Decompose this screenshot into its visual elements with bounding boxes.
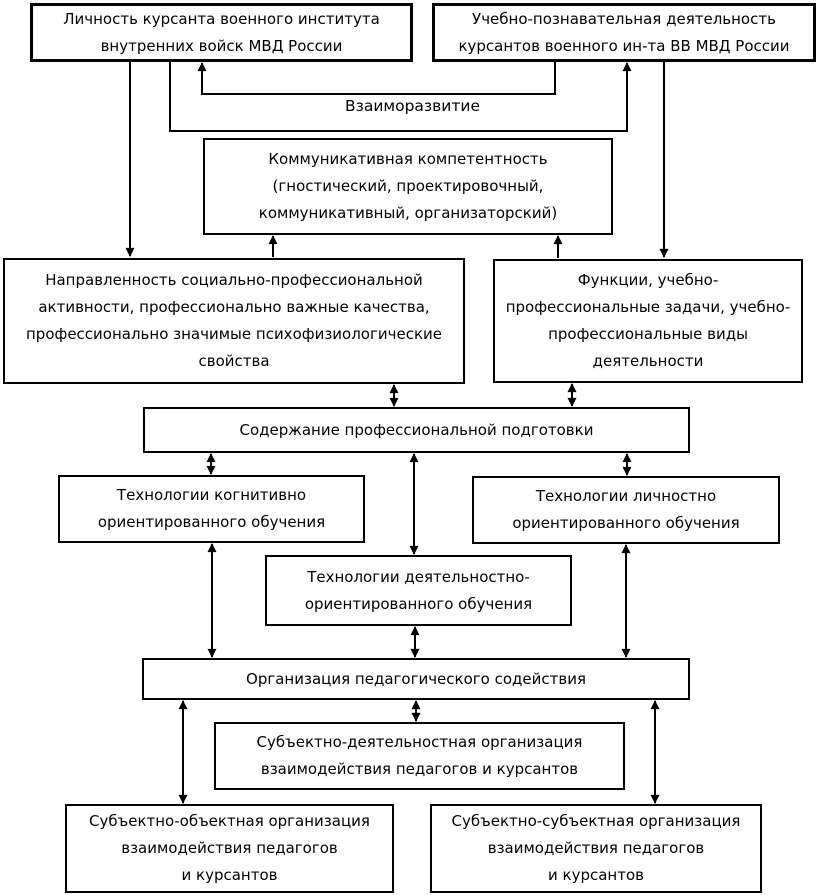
- box-line: Субъектно-объектная организация: [89, 812, 370, 830]
- box-training-content: [143, 407, 690, 453]
- box-line: Технологии когнитивно: [116, 486, 307, 504]
- box-line: (гностический, проектировочный,: [272, 177, 544, 195]
- box-tech-personal: [472, 476, 780, 544]
- box-line: взаимодействия педагогов и курсантов: [260, 760, 579, 778]
- box-line: коммуникативный, организаторский): [258, 204, 558, 222]
- box-line: Организация педагогического содействия: [246, 669, 586, 688]
- box-line: Субъектно-деятельностная организация: [256, 733, 583, 751]
- box-line: курсантов военного ин-та ВВ МВД России: [458, 36, 790, 55]
- box-line: ориентированного обучения: [304, 594, 533, 613]
- box-line: ориентированного обучения: [97, 513, 326, 531]
- label-mutual-development: Взаиморазвитие: [344, 97, 481, 115]
- box-line: деятельности: [592, 352, 704, 370]
- box-line: профессионально значимые психофизиологические: [25, 325, 442, 343]
- box-line: Функции, учебно-: [577, 271, 719, 289]
- box-subject-object-org: [65, 804, 394, 893]
- box-line: и курсантов: [548, 866, 644, 884]
- box-line: профессиональные задачи, учебно-: [505, 298, 791, 316]
- box-orientation: [3, 258, 465, 384]
- box-line: Содержание профессиональной подготовки: [239, 420, 594, 439]
- box-line: взаимодействия педагогов: [487, 839, 705, 857]
- box-line: Направленность социально-профессиональной: [45, 271, 423, 289]
- box-line: внутренних войск МВД России: [100, 36, 343, 55]
- box-line: Технологии личностно: [535, 487, 717, 505]
- box-line: активности, профессионально важные качества,: [38, 298, 430, 316]
- box-line: Коммуникативная компетентность: [268, 150, 548, 168]
- box-learning-activity: [432, 3, 816, 62]
- box-personality: [30, 3, 413, 62]
- box-subject-activity-org: [214, 722, 625, 790]
- box-line: Личность курсанта военного института: [63, 9, 380, 28]
- arrow-activity-to-personality-bracket: [202, 62, 555, 94]
- box-line: взаимодействия педагогов: [121, 839, 338, 857]
- box-functions: [493, 259, 803, 383]
- box-line: Субъектно-субъектная организация: [451, 812, 741, 830]
- box-communicative-competence: [203, 138, 613, 235]
- box-tech-cognitive: [58, 475, 365, 543]
- box-subject-subject-org: [430, 804, 762, 893]
- box-pedagogical-assistance: [142, 658, 690, 700]
- box-line: свойства: [198, 352, 270, 370]
- box-line: Технологии деятельностно-: [307, 567, 530, 586]
- box-tech-activity: [265, 555, 572, 626]
- box-line: и курсантов: [181, 866, 278, 884]
- box-line: ориентированного обучения: [512, 514, 740, 532]
- box-line: Учебно-познавательная деятельность: [472, 9, 776, 28]
- box-line: профессиональные виды: [548, 325, 748, 343]
